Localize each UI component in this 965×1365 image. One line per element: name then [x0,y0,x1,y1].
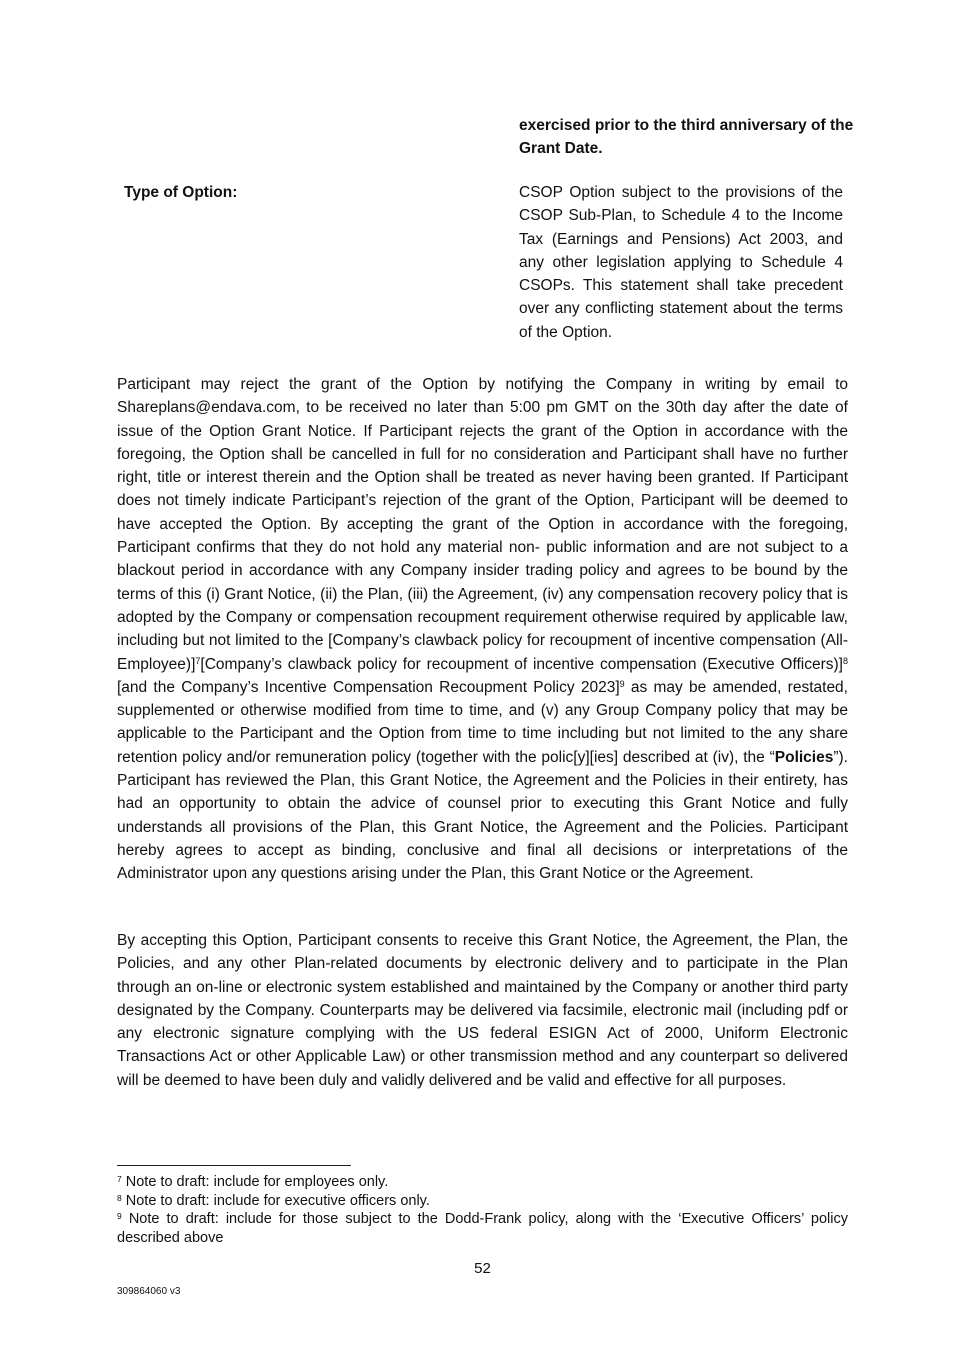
footnote-ref-7[interactable]: 7 [195,655,201,666]
paragraph-text: ”). Participant has reviewed the Plan, this Grant Notice, the Agreement and the Policies in their entirety, has had an opportunity to obtain the advice of counsel prior to executing this Grant Notice and fully understands all provisions of the Plan, this Grant Notice, the Agreement and the Policies. Participant hereby agrees to accept as binding, conclusive and final all decisions or interpretations of the Administrator upon any questions arising under the Plan, this Grant Notice or the Agreement. [117,748,848,883]
footnote-9 [117,1210,848,1247]
footnote-text: Note to draft: include for those subject to the Dodd-Frank policy, along with the ‘Executive Officers’ policy described above [117,1211,848,1246]
footnote-8 [117,1192,848,1211]
type-of-option-value: CSOP Option subject to the provisions of the CSOP Sub-Plan, to Schedule 4 to the Income Tax (Earnings and Pensions) Act 2003, and any other legislation applying to Schedule 4 CSOPs. This statement shall take precedent over any conflicting statement about the terms of the Option. [519,184,843,341]
paragraph-text: Participant may reject the grant of the Option by notifying the Company in writing by email to Shareplans@endava.com, to be received no later than 5:00 pm GMT on the 30th day after the date of issue of the Option Grant Notice. If Participant rejects the grant of the Option in accordance with the foregoing, the Option shall be cancelled in full for no consideration and Participant shall have no further right, title or interest therein and the Option shall be treated as never having been granted. If Participant does not timely indicate Participant’s rejection of the grant of the Option, Participant will be deemed to have accepted the Option. By accepting the grant of the Option in accordance with the foregoing, Participant confirms that they do not hold any material non- public information and are not subject to a blackout period in accordance with any Company insider trading policy and agrees to be bound by the terms of this (i) Grant Notice, (ii) the Plan, (iii) the Agreement, (iv) any compensation recovery policy that is adopted by the Company or compensation recoupment requirement otherwise required by applicable law, including but not limited to the [Company’s clawback policy for recoupment of incentive compensation (All-Employee)] [117,376,848,673]
paragraph-text: [Company’s clawback policy for recoupment of incentive compensation (Executive Officers)] [200,655,843,673]
continuation-text: exercised prior to the third anniversary of the Grant Date. [519,117,854,158]
footnote-separator [117,1165,351,1166]
page-number: 52 [474,1260,491,1277]
footnote-text: Note to draft: include for employees only. [121,1174,389,1190]
paragraph-text: [and the Company’s Incentive Compensation Recoupment Policy 2023] [117,678,620,696]
footnote-number: 7 [117,1174,122,1184]
footnotes [117,1173,848,1247]
defined-term-policies: Policies [774,748,834,766]
type-of-option-label: Type of Option: [124,184,238,201]
footnote-number: 9 [117,1211,122,1221]
consent-paragraph: By accepting this Option, Participant consents to receive this Grant Notice, the Agreement, the Plan, the Policies, and any other Plan-related documents by electronic delivery and to participate in the Plan through an on-line or electronic system established and maintained by the Company or another third party designated by the Company. Counterparts may be delivered via facsimile, electronic mail (including pdf or any electronic signature complying with the US federal ESIGN Act of 2000, Uniform Electronic Transactions Act or other Applicable Law) or other transmission method and any counterpart so delivered will be deemed to have been duly and validly delivered and be valid and effective for all purposes. [117,932,848,1089]
footnote-text: Note to draft: include for executive officers only. [121,1192,430,1209]
footnote-ref-9[interactable]: 9 [619,678,625,689]
footnote-number: 8 [117,1192,122,1203]
footnote-ref-8[interactable]: 8 [842,655,848,666]
document-id: 309864060 v3 [117,1286,181,1297]
footnote-7 [117,1173,848,1192]
rejection-paragraph [117,373,848,886]
paragraph-text: as may be amended, restated, supplemented or otherwise modified from time to time, and (v) any Group Company policy that may be applicable to the Participant and the Option from time to time including but not limited to the any share retention policy and/or remuneration policy (together with the polic[y][ies] described at (iv), the “ [117,678,848,766]
